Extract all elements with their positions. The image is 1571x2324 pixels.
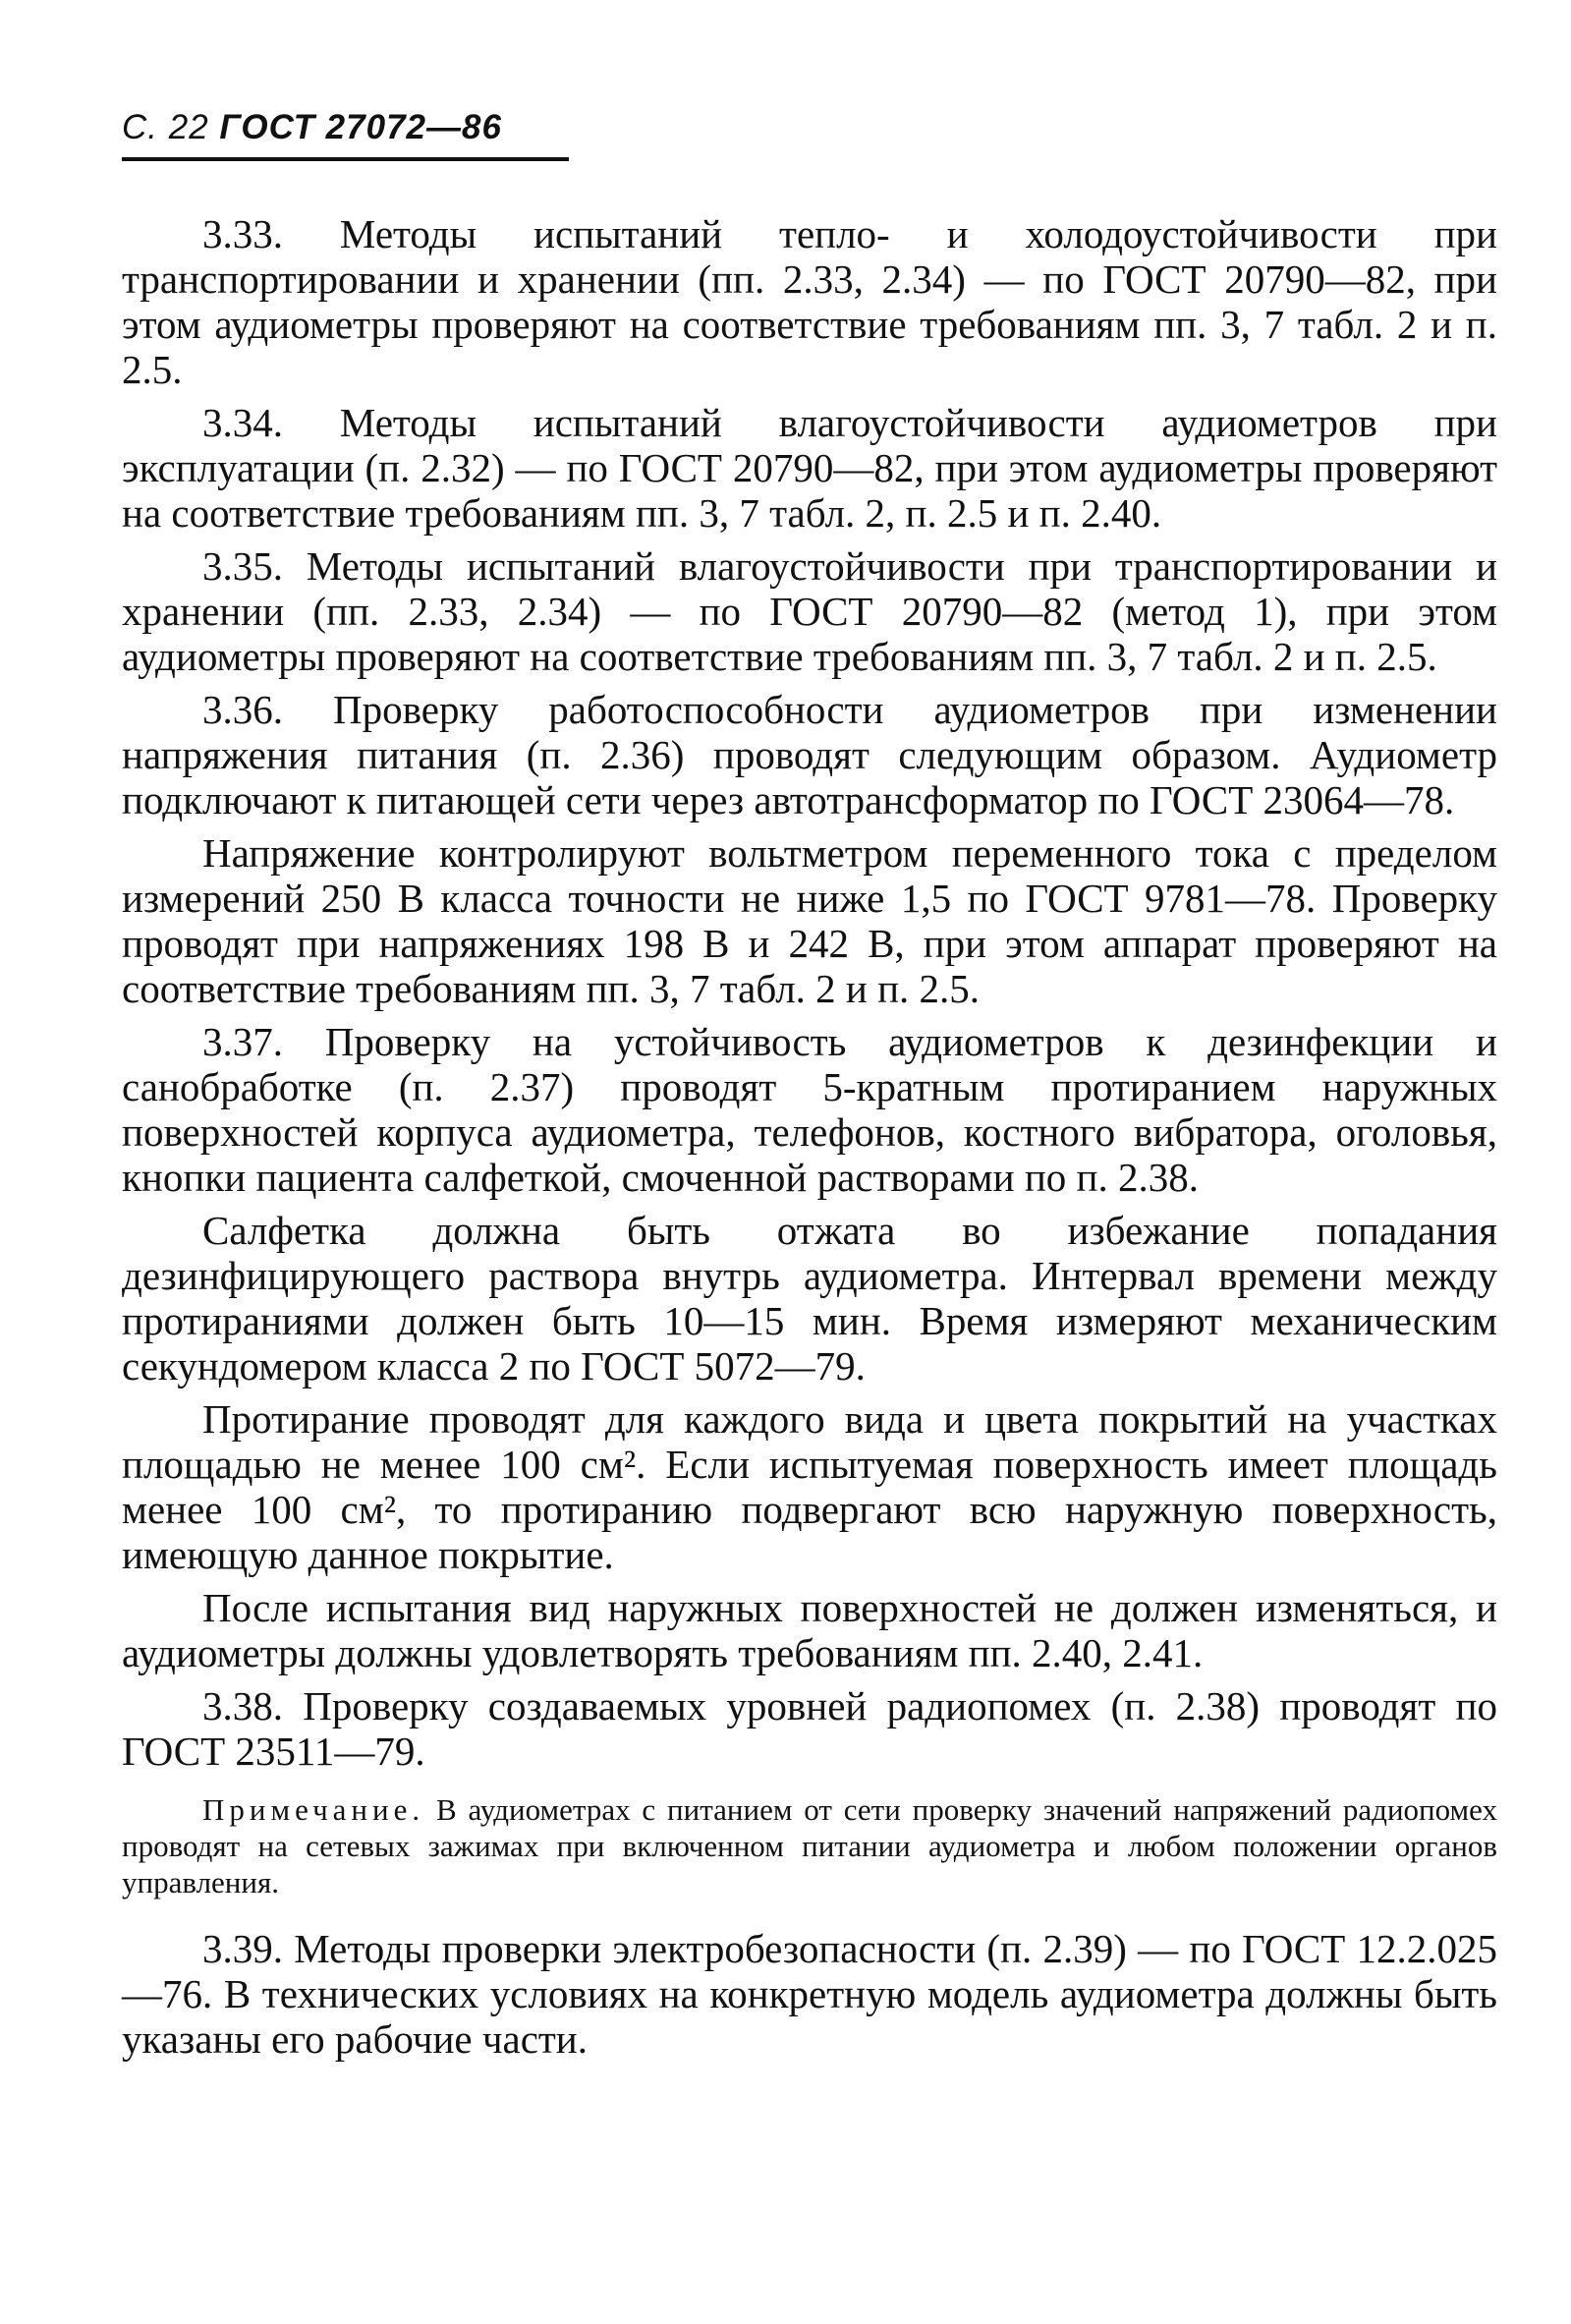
paragraph-napkin: Салфетка должна быть отжата во избежание попадания дезинфицирующего раствора внутрь аудиометра. Интервал времени между протираниями должен быть 10—15 мин. Время измеряют механическим секундомером класса 2 по ГОСТ 5072—79. bbox=[122, 1208, 1497, 1389]
paragraph-3-35: 3.35. Методы испытаний влагоустойчивости при транспортировании и хранении (пп. 2.33, 2.34) — по ГОСТ 20790—82 (метод 1), при этом аудиометры проверяют на соответствие требованиям пп. 3, 7 табл. 2 и п. 2.5. bbox=[122, 543, 1497, 679]
paragraph-3-37: 3.37. Проверку на устойчивость аудиометров к дезинфекции и санобработке (п. 2.37) проводят 5-кратным протиранием наружных поверхностей корпуса аудиометра, телефонов, костного вибратора, оголовья, кнопки пациента салфеткой, смоченной растворами по п. 2.38. bbox=[122, 1019, 1497, 1200]
note-text: В аудиометрах с питанием от сети проверку значений напряжений радиопомех проводят на сетевых зажимах при включенном питании аудиометра и любом положении органов управления. bbox=[122, 1792, 1498, 1899]
paragraph-after-test: После испытания вид наружных поверхностей не должен изменяться, и аудиометры должны удовлетворять требованиям пп. 2.40, 2.41. bbox=[122, 1585, 1497, 1675]
note bbox=[122, 1791, 1497, 1900]
header-rule bbox=[122, 157, 569, 161]
page-number: С. 22 bbox=[122, 108, 209, 146]
page-header bbox=[122, 108, 502, 147]
paragraph-3-33: 3.33. Методы испытаний тепло- и холодоустойчивости при транспортировании и хранении (пп. 2.33, 2.34) — по ГОСТ 20790—82, при этом аудиометры проверяют на соответствие требованиям пп. 3, 7 табл. 2 и п. 2.5. bbox=[122, 211, 1497, 392]
paragraph-voltage: Напряжение контролируют вольтметром переменного тока с пределом измерений 250 В класса точности не ниже 1,5 по ГОСТ 9781—78. Проверку проводят при напряжениях 198 В и 242 В, при этом аппарат проверяют на соответствие требованиям пп. 3, 7 табл. 2 и п. 2.5. bbox=[122, 830, 1497, 1011]
document-body bbox=[122, 211, 1497, 2069]
paragraph-3-34: 3.34. Методы испытаний влагоустойчивости аудиометров при эксплуатации (п. 2.32) — по ГОСТ 20790—82, при этом аудиометры проверяют на соответствие требованиям пп. 3, 7 табл. 2, п. 2.5 и п. 2.40. bbox=[122, 400, 1497, 536]
standard-number: ГОСТ 27072—86 bbox=[219, 108, 502, 146]
paragraph-wiping: Протирание проводят для каждого вида и цвета покрытий на участках площадью не менее 100 см². Если испытуемая поверхность имеет площадь менее 100 см², то протиранию подвергают всю наружную поверхность, имеющую данное покрытие. bbox=[122, 1396, 1497, 1577]
paragraph-3-36: 3.36. Проверку работоспособности аудиометров при изменении напряжения питания (п. 2.36) проводят следующим образом. Аудиометр подключают к питающей сети через автотрансформатор по ГОСТ 23064—78. bbox=[122, 687, 1497, 822]
note-label: Примечание. bbox=[202, 1792, 425, 1827]
paragraph-3-38: 3.38. Проверку создаваемых уровней радиопомех (п. 2.38) проводят по ГОСТ 23511—79. bbox=[122, 1683, 1497, 1774]
paragraph-3-39: 3.39. Методы проверки электробезопасности (п. 2.39) — по ГОСТ 12.2.025—76. В технических условиях на конкретную модель аудиометра должны быть указаны его рабочие части. bbox=[122, 1926, 1497, 2062]
